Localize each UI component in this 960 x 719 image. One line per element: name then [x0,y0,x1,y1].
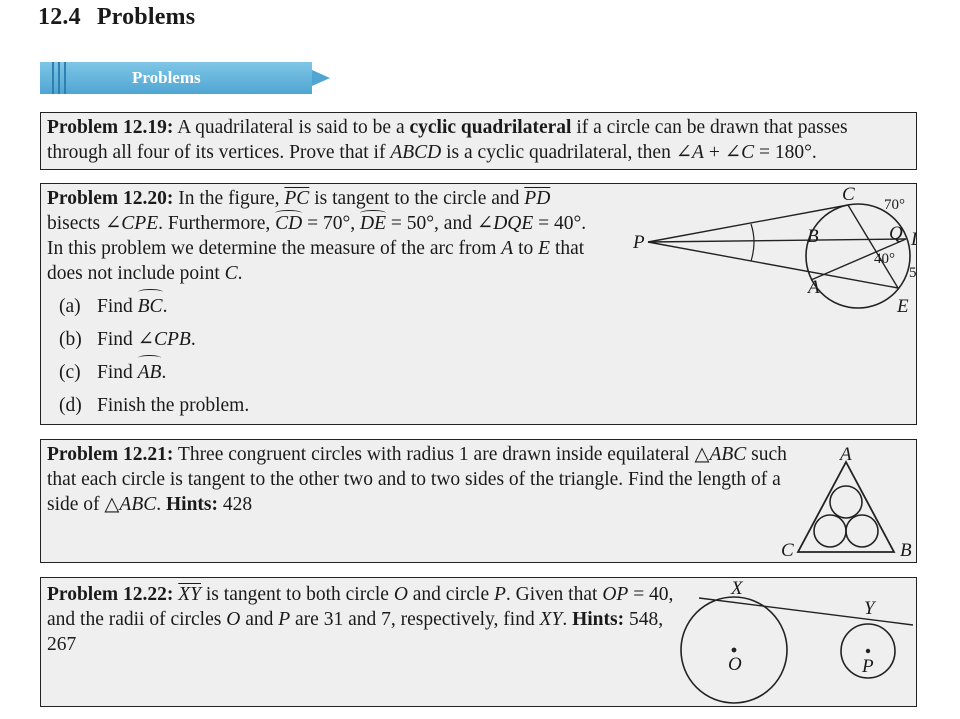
banner-label: Problems [132,68,201,87]
point-a: A [501,238,514,259]
point-p: P [278,609,291,630]
math-c: C [741,142,755,163]
part-d [59,389,916,422]
part-label: (d) [59,395,82,416]
angle-cpe: CPE [121,213,159,234]
label-a: A [808,277,820,298]
part-label: (c) [59,362,81,383]
problem-text: A quadrilateral is said to be a [177,117,410,138]
problem-text: In the figure, [178,188,285,209]
hints-value: 428 [222,494,253,515]
hints-label: Hints: [166,494,219,515]
problem-text: and [240,609,279,630]
problem-text: . Given that [505,584,603,605]
arc-de: DE [360,213,387,234]
part-text: Find ∠ [97,329,154,350]
segment-op: OP [602,584,629,605]
segment-xy: XY [539,609,563,630]
hints-value: 548, 267 [47,609,664,655]
problem-text: such that each circle is tangent to the other two and to two sides of the triangle. Find the length of a side of △ [47,444,787,515]
part-text: . [162,296,168,317]
label-d: D [911,229,925,250]
section-title: Problems [96,4,196,30]
problem-text: = 40, and the radii of circles [47,584,674,630]
problem-12-21-text [41,440,793,517]
label-c: C [781,540,794,561]
part-label: (a) [59,296,81,317]
label-q: Q [889,223,903,244]
angle-cpb: CPB [153,329,191,350]
problem-text: is tangent to both circle [201,584,394,605]
triangle-abc: ABC [709,444,747,465]
inner-circle-top [830,486,862,518]
problem-12-22 [40,577,917,707]
problem-label: Problem 12.19: [47,117,174,138]
problem-text: . [156,494,166,515]
part-text: Find [97,296,138,317]
figure-12-22 [671,578,916,707]
problem-12-20 [40,183,930,425]
angle-arc-p [751,224,754,261]
arc-bc: BC [138,290,163,323]
point-e: E [538,238,551,259]
part-label: (b) [59,329,82,350]
problem-text: = 40°. In this problem we determine the measure of the arc from [47,213,587,259]
angle-dqe: DQE [493,213,534,234]
problem-text: to [513,238,539,259]
problem-label: Problem 12.21: [47,444,174,465]
problem-text: . Furthermore, [158,213,276,234]
math-a: A [692,142,704,163]
point-c: C [224,263,238,284]
banner-stripe [52,62,54,94]
banner-arrow-tip [312,70,330,86]
arc-cd: CD [275,213,303,234]
label-e: E [897,296,909,317]
part-text: Find [97,362,138,383]
segment-pc: $\overline{PC}$ [284,188,310,209]
arc-ab: AB [138,356,162,389]
label-p: P [633,232,645,253]
segment-pd: $\overline{PD}$ [524,188,551,209]
point-p: P [493,584,506,605]
point-o: O [226,609,241,630]
label-a: A [840,444,852,465]
problem-12-21 [40,439,917,563]
problem-text: is tangent to the circle and [309,188,525,209]
problem-12-20-text [41,184,608,286]
problem-text: that does not include point [47,238,585,284]
term-cyclic-quadrilateral: cyclic quadrilateral [409,117,572,138]
line-pd [648,239,906,242]
label-x: X [731,578,743,599]
label-b: B [900,540,912,561]
inner-circle-left [814,515,846,547]
problems-banner [40,62,330,94]
chord-ce [848,205,898,288]
label-p: P [862,656,874,677]
hints-label: Hints: [572,609,625,630]
problem-label: Problem 12.22: [47,584,174,605]
label-arc-cd: 70° [884,197,905,213]
tangent-line-xy [699,598,913,625]
problem-text: if a circle can be drawn that passes through all four of its vertices. Prove that if [47,117,848,163]
problem-text: is a cyclic quadrilateral, then ∠ [441,142,693,163]
center-p [866,649,870,653]
problem-text: . [237,263,243,284]
line-pe [648,242,898,288]
section-number: 12.4 [38,4,81,30]
label-b: B [807,226,819,247]
figure-12-21 [776,440,916,563]
section-heading [38,4,195,31]
problem-12-19 [40,112,917,170]
figure-12-20 [611,184,930,329]
label-y: Y [864,598,875,619]
problem-text: Three congruent circles with radius 1 are drawn inside equilateral △ [177,444,710,465]
center-o [732,648,737,653]
problem-text: bisects ∠ [47,213,122,234]
problem-text: + ∠ [703,142,742,163]
problem-label: Problem 12.20: [47,188,174,209]
problem-text: = 50°, and ∠ [386,213,494,234]
triangle-abc: ABC [119,494,157,515]
part-text: . [161,362,167,383]
problem-text: and circle [407,584,494,605]
triangle-abc-shape [798,462,894,552]
point-o: O [393,584,408,605]
problem-text: = 180°. [754,142,817,163]
part-text: Finish the problem. [97,395,250,416]
label-arc-de: 50° [909,265,930,281]
part-c [59,356,916,389]
problem-12-19-text [41,113,916,165]
line-xy: $\overline{XY}$ [178,584,202,605]
math-abcd: ABCD [390,142,442,163]
problem-12-22-text [41,578,693,657]
label-c: C [842,184,855,205]
label-o: O [728,654,742,675]
part-text: . [190,329,196,350]
inner-circle-right [846,515,878,547]
banner-stripe [64,62,66,94]
label-angle-dqe: 40° [874,251,895,267]
problem-text: = 70°, [302,213,361,234]
problem-text: are 31 and 7, respectively, find [290,609,540,630]
problem-text: . [562,609,573,630]
banner-stripe [58,62,60,94]
